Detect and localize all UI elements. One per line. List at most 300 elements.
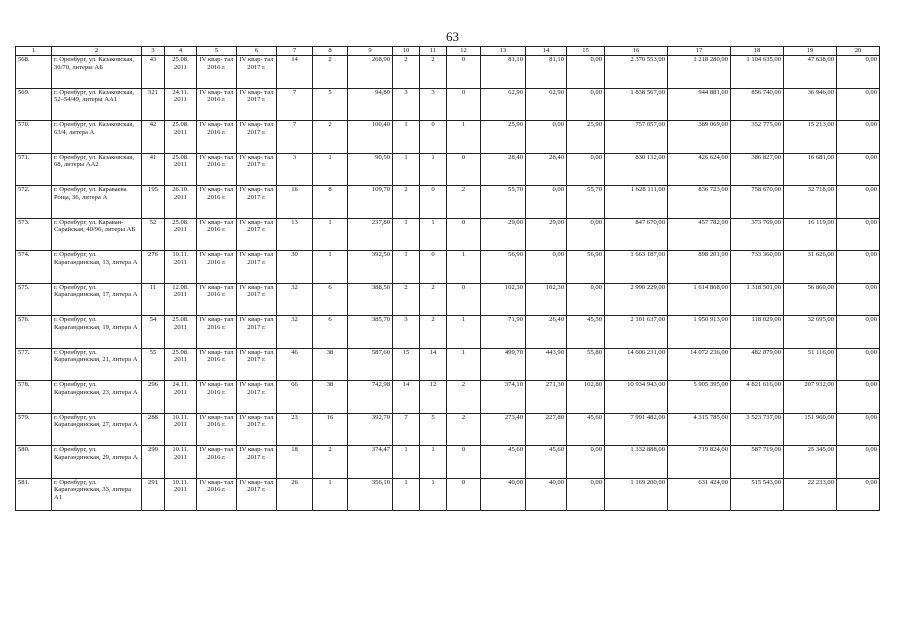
- total-cost-cell: 847 670,00: [605, 218, 668, 251]
- address-cell: г. Оренбург, ул. Карагандинская, 33, литера А1: [52, 478, 142, 511]
- row-number: 579.: [16, 413, 52, 446]
- cost-cell: 758 670,00: [731, 186, 784, 219]
- date-cell: 10.11. 2011: [165, 413, 197, 446]
- rooms-count-cell: 6: [313, 316, 348, 349]
- table-row: [16, 381, 880, 414]
- column-number-cell: 1: [16, 47, 52, 56]
- column-number-cell: 18: [731, 47, 784, 56]
- planned-start-cell: IV квар- тал 2016 г.: [197, 186, 237, 219]
- planned-end-cell: IV квар- тал 2017 г.: [237, 316, 277, 349]
- total-cost-cell: 1 838 567,00: [605, 88, 668, 121]
- area-cell: 237,80: [348, 218, 393, 251]
- area-cell: 28,40: [526, 153, 567, 186]
- cost-cell: 856 740,00: [731, 88, 784, 121]
- area-cell: 94,80: [348, 88, 393, 121]
- area-cell: 45,60: [567, 413, 605, 446]
- count-cell: 12: [420, 381, 447, 414]
- address-cell: г. Оренбург, ул. Казаковская, 30/70, литеры АБ: [52, 56, 142, 89]
- area-cell: 227,80: [526, 413, 567, 446]
- date-cell: 25.08. 2011: [165, 348, 197, 381]
- count-cell: 2: [447, 381, 481, 414]
- area-cell: 374,47: [348, 446, 393, 479]
- cost-cell: 25 345,00: [784, 446, 837, 479]
- area-cell: 587,60: [348, 348, 393, 381]
- area-cell: 0,00: [567, 283, 605, 316]
- count-cell: 1: [420, 446, 447, 479]
- row-number: 581.: [16, 478, 52, 511]
- count-cell: 5: [420, 413, 447, 446]
- planned-end-cell: IV квар- тал 2017 г.: [237, 381, 277, 414]
- column-number-cell: 4: [165, 47, 197, 56]
- cost-cell: 0,00: [837, 413, 880, 446]
- doc-number-cell: 296: [142, 381, 165, 414]
- area-cell: 40,00: [526, 478, 567, 511]
- area-cell: 0,00: [567, 88, 605, 121]
- count-cell: 1: [393, 153, 420, 186]
- row-number: 576.: [16, 316, 52, 349]
- row-number: 577.: [16, 348, 52, 381]
- column-number-cell: 2: [52, 47, 142, 56]
- cost-cell: 0,00: [837, 153, 880, 186]
- residents-count-cell: 32: [277, 283, 313, 316]
- doc-number-cell: 11: [142, 283, 165, 316]
- area-cell: 56,90: [481, 251, 526, 284]
- table-row: [16, 218, 880, 251]
- date-cell: 25.08. 2011: [165, 56, 197, 89]
- rooms-count-cell: 1: [313, 153, 348, 186]
- residents-count-cell: 14: [277, 56, 313, 89]
- count-cell: 1: [393, 478, 420, 511]
- residents-count-cell: 26: [277, 478, 313, 511]
- residents-count-cell: 32: [277, 316, 313, 349]
- planned-end-cell: IV квар- тал 2017 г.: [237, 186, 277, 219]
- residents-count-cell: 30: [277, 251, 313, 284]
- planned-end-cell: IV квар- тал 2017 г.: [237, 283, 277, 316]
- count-cell: 2: [393, 56, 420, 89]
- date-cell: 25.08. 2011: [165, 218, 197, 251]
- housing-register-table: [15, 46, 880, 511]
- residents-count-cell: 3: [277, 153, 313, 186]
- residents-count-cell: 23: [277, 413, 313, 446]
- area-cell: 29,00: [481, 218, 526, 251]
- planned-start-cell: IV квар- тал 2016 г.: [197, 348, 237, 381]
- cost-cell: 587 719,00: [731, 446, 784, 479]
- count-cell: 14: [393, 381, 420, 414]
- address-cell: г. Оренбург, ул. Караваева Роща, 36, литера А: [52, 186, 142, 219]
- address-cell: г. Оренбург, ул. Карагандинская, 17, литера А: [52, 283, 142, 316]
- column-number-cell: 3: [142, 47, 165, 56]
- cost-cell: 16 681,00: [784, 153, 837, 186]
- total-cost-cell: 10 934 943,00: [605, 381, 668, 414]
- doc-number-cell: 43: [142, 56, 165, 89]
- residents-count-cell: 46: [277, 348, 313, 381]
- area-cell: 100,40: [348, 121, 393, 154]
- total-cost-cell: 1 169 200,00: [605, 478, 668, 511]
- cost-cell: 0,00: [837, 186, 880, 219]
- table-row: [16, 446, 880, 479]
- column-number-cell: 7: [277, 47, 313, 56]
- cost-cell: 0,00: [837, 478, 880, 511]
- rooms-count-cell: 16: [313, 413, 348, 446]
- cost-cell: 22 233,00: [784, 478, 837, 511]
- area-cell: 0,00: [567, 478, 605, 511]
- row-number: 573.: [16, 218, 52, 251]
- area-cell: 443,90: [526, 348, 567, 381]
- count-cell: 0: [420, 251, 447, 284]
- row-number: 569.: [16, 88, 52, 121]
- planned-start-cell: IV квар- тал 2016 г.: [197, 413, 237, 446]
- planned-start-cell: IV квар- тал 2016 г.: [197, 218, 237, 251]
- address-cell: г. Оренбург, ул. Карагандинская, 13, литера А: [52, 251, 142, 284]
- cost-cell: 31 626,00: [784, 251, 837, 284]
- area-cell: 392,50: [348, 251, 393, 284]
- total-cost-cell: 1 663 187,00: [605, 251, 668, 284]
- table-row: [16, 153, 880, 186]
- residents-count-cell: 7: [277, 121, 313, 154]
- column-number-cell: 17: [668, 47, 731, 56]
- area-cell: 45,50: [567, 316, 605, 349]
- area-cell: 0,00: [567, 446, 605, 479]
- cost-cell: 898 201,00: [668, 251, 731, 284]
- cost-cell: 207 932,00: [784, 381, 837, 414]
- cost-cell: 3 523 737,00: [731, 413, 784, 446]
- address-cell: г. Оренбург, ул. Казаковская, 68, литеры АА2: [52, 153, 142, 186]
- table-row: [16, 478, 880, 511]
- cost-cell: 15 213,00: [784, 121, 837, 154]
- rooms-count-cell: 8: [313, 186, 348, 219]
- date-cell: 12.08. 2011: [165, 283, 197, 316]
- address-cell: г. Оренбург, ул. Казаковская, 52–54/49, литеры АА1: [52, 88, 142, 121]
- doc-number-cell: 42: [142, 121, 165, 154]
- area-cell: 392,70: [348, 413, 393, 446]
- total-cost-cell: 757 057,00: [605, 121, 668, 154]
- cost-cell: 0,00: [837, 218, 880, 251]
- area-cell: 102,30: [481, 283, 526, 316]
- cost-cell: 5 905 395,00: [668, 381, 731, 414]
- count-cell: 0: [447, 283, 481, 316]
- cost-cell: 0,00: [837, 56, 880, 89]
- rooms-count-cell: 2: [313, 56, 348, 89]
- cost-cell: 373 769,00: [731, 218, 784, 251]
- count-cell: 0: [447, 478, 481, 511]
- area-cell: 0,00: [567, 153, 605, 186]
- column-number-cell: 5: [197, 47, 237, 56]
- row-number: 574.: [16, 251, 52, 284]
- table-row: [16, 348, 880, 381]
- table-row: [16, 186, 880, 219]
- area-cell: 90,50: [348, 153, 393, 186]
- cost-cell: 389 069,00: [668, 121, 731, 154]
- doc-number-cell: 276: [142, 251, 165, 284]
- cost-cell: 0,00: [837, 381, 880, 414]
- area-cell: 385,70: [348, 316, 393, 349]
- column-number-cell: 14: [526, 47, 567, 56]
- doc-number-cell: 55: [142, 348, 165, 381]
- row-number: 580.: [16, 446, 52, 479]
- area-cell: 0,00: [526, 121, 567, 154]
- row-number: 568.: [16, 56, 52, 89]
- cost-cell: 0,00: [837, 88, 880, 121]
- doc-number-cell: 52: [142, 218, 165, 251]
- area-cell: 102,30: [526, 283, 567, 316]
- cost-cell: 719 824,00: [668, 446, 731, 479]
- area-cell: 273,40: [481, 413, 526, 446]
- count-cell: 0: [447, 56, 481, 89]
- area-cell: 0,00: [526, 251, 567, 284]
- planned-end-cell: IV квар- тал 2017 г.: [237, 478, 277, 511]
- count-cell: 1: [393, 218, 420, 251]
- area-cell: 81,10: [481, 56, 526, 89]
- count-cell: 1: [420, 478, 447, 511]
- planned-end-cell: IV квар- тал 2017 г.: [237, 56, 277, 89]
- planned-start-cell: IV квар- тал 2016 г.: [197, 478, 237, 511]
- planned-end-cell: IV квар- тал 2017 г.: [237, 153, 277, 186]
- area-cell: 55,70: [567, 186, 605, 219]
- address-cell: г. Оренбург, ул. Карагандинская, 29, литера А: [52, 446, 142, 479]
- residents-count-cell: 18: [277, 446, 313, 479]
- column-number-cell: 20: [837, 47, 880, 56]
- doc-number-cell: 195: [142, 186, 165, 219]
- planned-start-cell: IV квар- тал 2016 г.: [197, 283, 237, 316]
- cost-cell: 151 960,00: [784, 413, 837, 446]
- area-cell: 499,70: [481, 348, 526, 381]
- cost-cell: 0,00: [837, 121, 880, 154]
- table-row: [16, 88, 880, 121]
- count-cell: 3: [393, 88, 420, 121]
- residents-count-cell: 16: [277, 186, 313, 219]
- column-number-cell: 6: [237, 47, 277, 56]
- count-cell: 2: [447, 413, 481, 446]
- address-cell: г. Оренбург, ул. Карагандинская, 19, литера А: [52, 316, 142, 349]
- row-number: 572.: [16, 186, 52, 219]
- doc-number-cell: 290: [142, 446, 165, 479]
- column-number-cell: 11: [420, 47, 447, 56]
- area-cell: 374,10: [481, 381, 526, 414]
- planned-end-cell: IV квар- тал 2017 г.: [237, 218, 277, 251]
- area-cell: 71,90: [481, 316, 526, 349]
- cost-cell: 0,00: [837, 446, 880, 479]
- column-number-cell: 15: [567, 47, 605, 56]
- planned-start-cell: IV квар- тал 2016 г.: [197, 446, 237, 479]
- planned-end-cell: IV квар- тал 2017 г.: [237, 121, 277, 154]
- area-cell: 55,70: [481, 186, 526, 219]
- area-cell: 25,90: [567, 121, 605, 154]
- planned-end-cell: IV квар- тал 2017 г.: [237, 446, 277, 479]
- table-row: [16, 283, 880, 316]
- cost-cell: 0,00: [837, 348, 880, 381]
- count-cell: 1: [393, 251, 420, 284]
- cost-cell: 1 318 501,00: [731, 283, 784, 316]
- count-cell: 3: [420, 88, 447, 121]
- doc-number-cell: 41: [142, 153, 165, 186]
- area-cell: 28,40: [481, 153, 526, 186]
- count-cell: 2: [420, 56, 447, 89]
- cost-cell: 1 950 913,00: [668, 316, 731, 349]
- doc-number-cell: 291: [142, 478, 165, 511]
- page-number: 63: [446, 29, 459, 44]
- rooms-count-cell: 6: [313, 283, 348, 316]
- date-cell: 25.08. 2011: [165, 153, 197, 186]
- count-cell: 1: [393, 446, 420, 479]
- cost-cell: 51 116,00: [784, 348, 837, 381]
- cost-cell: 0,00: [837, 283, 880, 316]
- date-cell: 25.08. 2011: [165, 316, 197, 349]
- count-cell: 3: [393, 316, 420, 349]
- planned-start-cell: IV квар- тал 2016 г.: [197, 316, 237, 349]
- doc-number-cell: 288: [142, 413, 165, 446]
- total-cost-cell: 2 990 229,00: [605, 283, 668, 316]
- planned-end-cell: IV квар- тал 2017 г.: [237, 88, 277, 121]
- area-cell: 40,00: [481, 478, 526, 511]
- area-cell: 81,10: [526, 56, 567, 89]
- address-cell: г. Оренбург, ул. Карагандинская, 23, литера А: [52, 381, 142, 414]
- count-cell: 0: [447, 88, 481, 121]
- area-cell: 29,00: [526, 218, 567, 251]
- area-cell: 102,80: [567, 381, 605, 414]
- count-cell: 2: [420, 316, 447, 349]
- total-cost-cell: 1 628 111,00: [605, 186, 668, 219]
- count-cell: 1: [420, 153, 447, 186]
- rooms-count-cell: 5: [313, 88, 348, 121]
- cost-cell: 1 218 280,00: [668, 56, 731, 89]
- table-row: [16, 316, 880, 349]
- area-cell: 109,70: [348, 186, 393, 219]
- residents-count-cell: 7: [277, 88, 313, 121]
- count-cell: 1: [447, 348, 481, 381]
- count-cell: 2: [393, 186, 420, 219]
- planned-start-cell: IV квар- тал 2016 г.: [197, 121, 237, 154]
- column-number-cell: 10: [393, 47, 420, 56]
- planned-start-cell: IV квар- тал 2016 г.: [197, 251, 237, 284]
- cost-cell: 14 072 236,00: [668, 348, 731, 381]
- area-cell: 356,10: [348, 478, 393, 511]
- count-cell: 1: [447, 316, 481, 349]
- count-cell: 0: [447, 446, 481, 479]
- count-cell: 1: [447, 251, 481, 284]
- cost-cell: 36 946,00: [784, 88, 837, 121]
- count-cell: 0: [420, 186, 447, 219]
- planned-end-cell: IV квар- тал 2017 г.: [237, 413, 277, 446]
- total-cost-cell: 1 332 888,00: [605, 446, 668, 479]
- count-cell: 2: [393, 283, 420, 316]
- column-number-cell: 8: [313, 47, 348, 56]
- planned-start-cell: IV квар- тал 2016 г.: [197, 381, 237, 414]
- area-cell: 0,00: [526, 186, 567, 219]
- count-cell: 2: [420, 283, 447, 316]
- count-cell: 14: [420, 348, 447, 381]
- cost-cell: 56 860,00: [784, 283, 837, 316]
- area-cell: 388,50: [348, 283, 393, 316]
- rooms-count-cell: 1: [313, 251, 348, 284]
- area-cell: 56,90: [567, 251, 605, 284]
- cost-cell: 386 827,00: [731, 153, 784, 186]
- table-row: [16, 121, 880, 154]
- planned-end-cell: IV квар- тал 2017 г.: [237, 251, 277, 284]
- address-cell: г. Оренбург, ул. Карагандинская, 21, литера А: [52, 348, 142, 381]
- area-cell: 742,98: [348, 381, 393, 414]
- area-cell: 25,90: [481, 121, 526, 154]
- doc-number-cell: 321: [142, 88, 165, 121]
- date-cell: 10.11. 2011: [165, 446, 197, 479]
- row-number: 578.: [16, 381, 52, 414]
- column-number-cell: 12: [447, 47, 481, 56]
- cost-cell: 631 424,00: [668, 478, 731, 511]
- address-cell: г. Оренбург, ул. Карагандинская, 27, литера А: [52, 413, 142, 446]
- column-number-cell: 9: [348, 47, 393, 56]
- count-cell: 7: [393, 413, 420, 446]
- cost-cell: 733 360,00: [731, 251, 784, 284]
- cost-cell: 47 638,00: [784, 56, 837, 89]
- cost-cell: 426 624,00: [668, 153, 731, 186]
- rooms-count-cell: 2: [313, 446, 348, 479]
- column-number-row: [16, 47, 880, 56]
- cost-cell: 118 029,00: [731, 316, 784, 349]
- address-cell: г. Оренбург, ул. Караван- Сарайская, 40/96, литеры АБ: [52, 218, 142, 251]
- area-cell: 0,00: [567, 56, 605, 89]
- planned-start-cell: IV квар- тал 2016 г.: [197, 153, 237, 186]
- date-cell: 10.11. 2011: [165, 478, 197, 511]
- rooms-count-cell: 1: [313, 218, 348, 251]
- residents-count-cell: 13: [277, 218, 313, 251]
- area-cell: 45,60: [526, 446, 567, 479]
- cost-cell: 0,00: [837, 251, 880, 284]
- cost-cell: 32 695,00: [784, 316, 837, 349]
- area-cell: 0,00: [567, 218, 605, 251]
- cost-cell: 836 723,00: [668, 186, 731, 219]
- cost-cell: 32 718,00: [784, 186, 837, 219]
- cost-cell: 457 782,00: [668, 218, 731, 251]
- row-number: 575.: [16, 283, 52, 316]
- total-cost-cell: 7 991 482,00: [605, 413, 668, 446]
- column-number-cell: 16: [605, 47, 668, 56]
- address-cell: г. Оренбург, ул. Казаковская, 63/4, литера А: [52, 121, 142, 154]
- area-cell: 62,90: [526, 88, 567, 121]
- rooms-count-cell: 38: [313, 381, 348, 414]
- total-cost-cell: 2 370 553,00: [605, 56, 668, 89]
- count-cell: 15: [393, 348, 420, 381]
- cost-cell: 1 614 868,00: [668, 283, 731, 316]
- table-row: [16, 251, 880, 284]
- cost-cell: 944 881,00: [668, 88, 731, 121]
- rooms-count-cell: 38: [313, 348, 348, 381]
- area-cell: 55,80: [567, 348, 605, 381]
- cost-cell: 515 543,00: [731, 478, 784, 511]
- cost-cell: 0,00: [837, 316, 880, 349]
- row-number: 571.: [16, 153, 52, 186]
- cost-cell: 1 104 635,00: [731, 56, 784, 89]
- count-cell: 0: [447, 218, 481, 251]
- area-cell: 268,90: [348, 56, 393, 89]
- total-cost-cell: 2 101 637,00: [605, 316, 668, 349]
- cost-cell: 4 821 616,00: [731, 381, 784, 414]
- count-cell: 0: [447, 153, 481, 186]
- count-cell: 1: [447, 121, 481, 154]
- planned-end-cell: IV квар- тал 2017 г.: [237, 348, 277, 381]
- count-cell: 0: [420, 121, 447, 154]
- date-cell: 26.10. 2011: [165, 186, 197, 219]
- doc-number-cell: 54: [142, 316, 165, 349]
- cost-cell: 16 119,00: [784, 218, 837, 251]
- cost-cell: 4 315 785,00: [668, 413, 731, 446]
- residents-count-cell: 66: [277, 381, 313, 414]
- count-cell: 2: [447, 186, 481, 219]
- area-cell: 26,40: [526, 316, 567, 349]
- count-cell: 1: [393, 121, 420, 154]
- rooms-count-cell: 2: [313, 121, 348, 154]
- total-cost-cell: 830 132,00: [605, 153, 668, 186]
- area-cell: 45,60: [481, 446, 526, 479]
- cost-cell: 352 775,00: [731, 121, 784, 154]
